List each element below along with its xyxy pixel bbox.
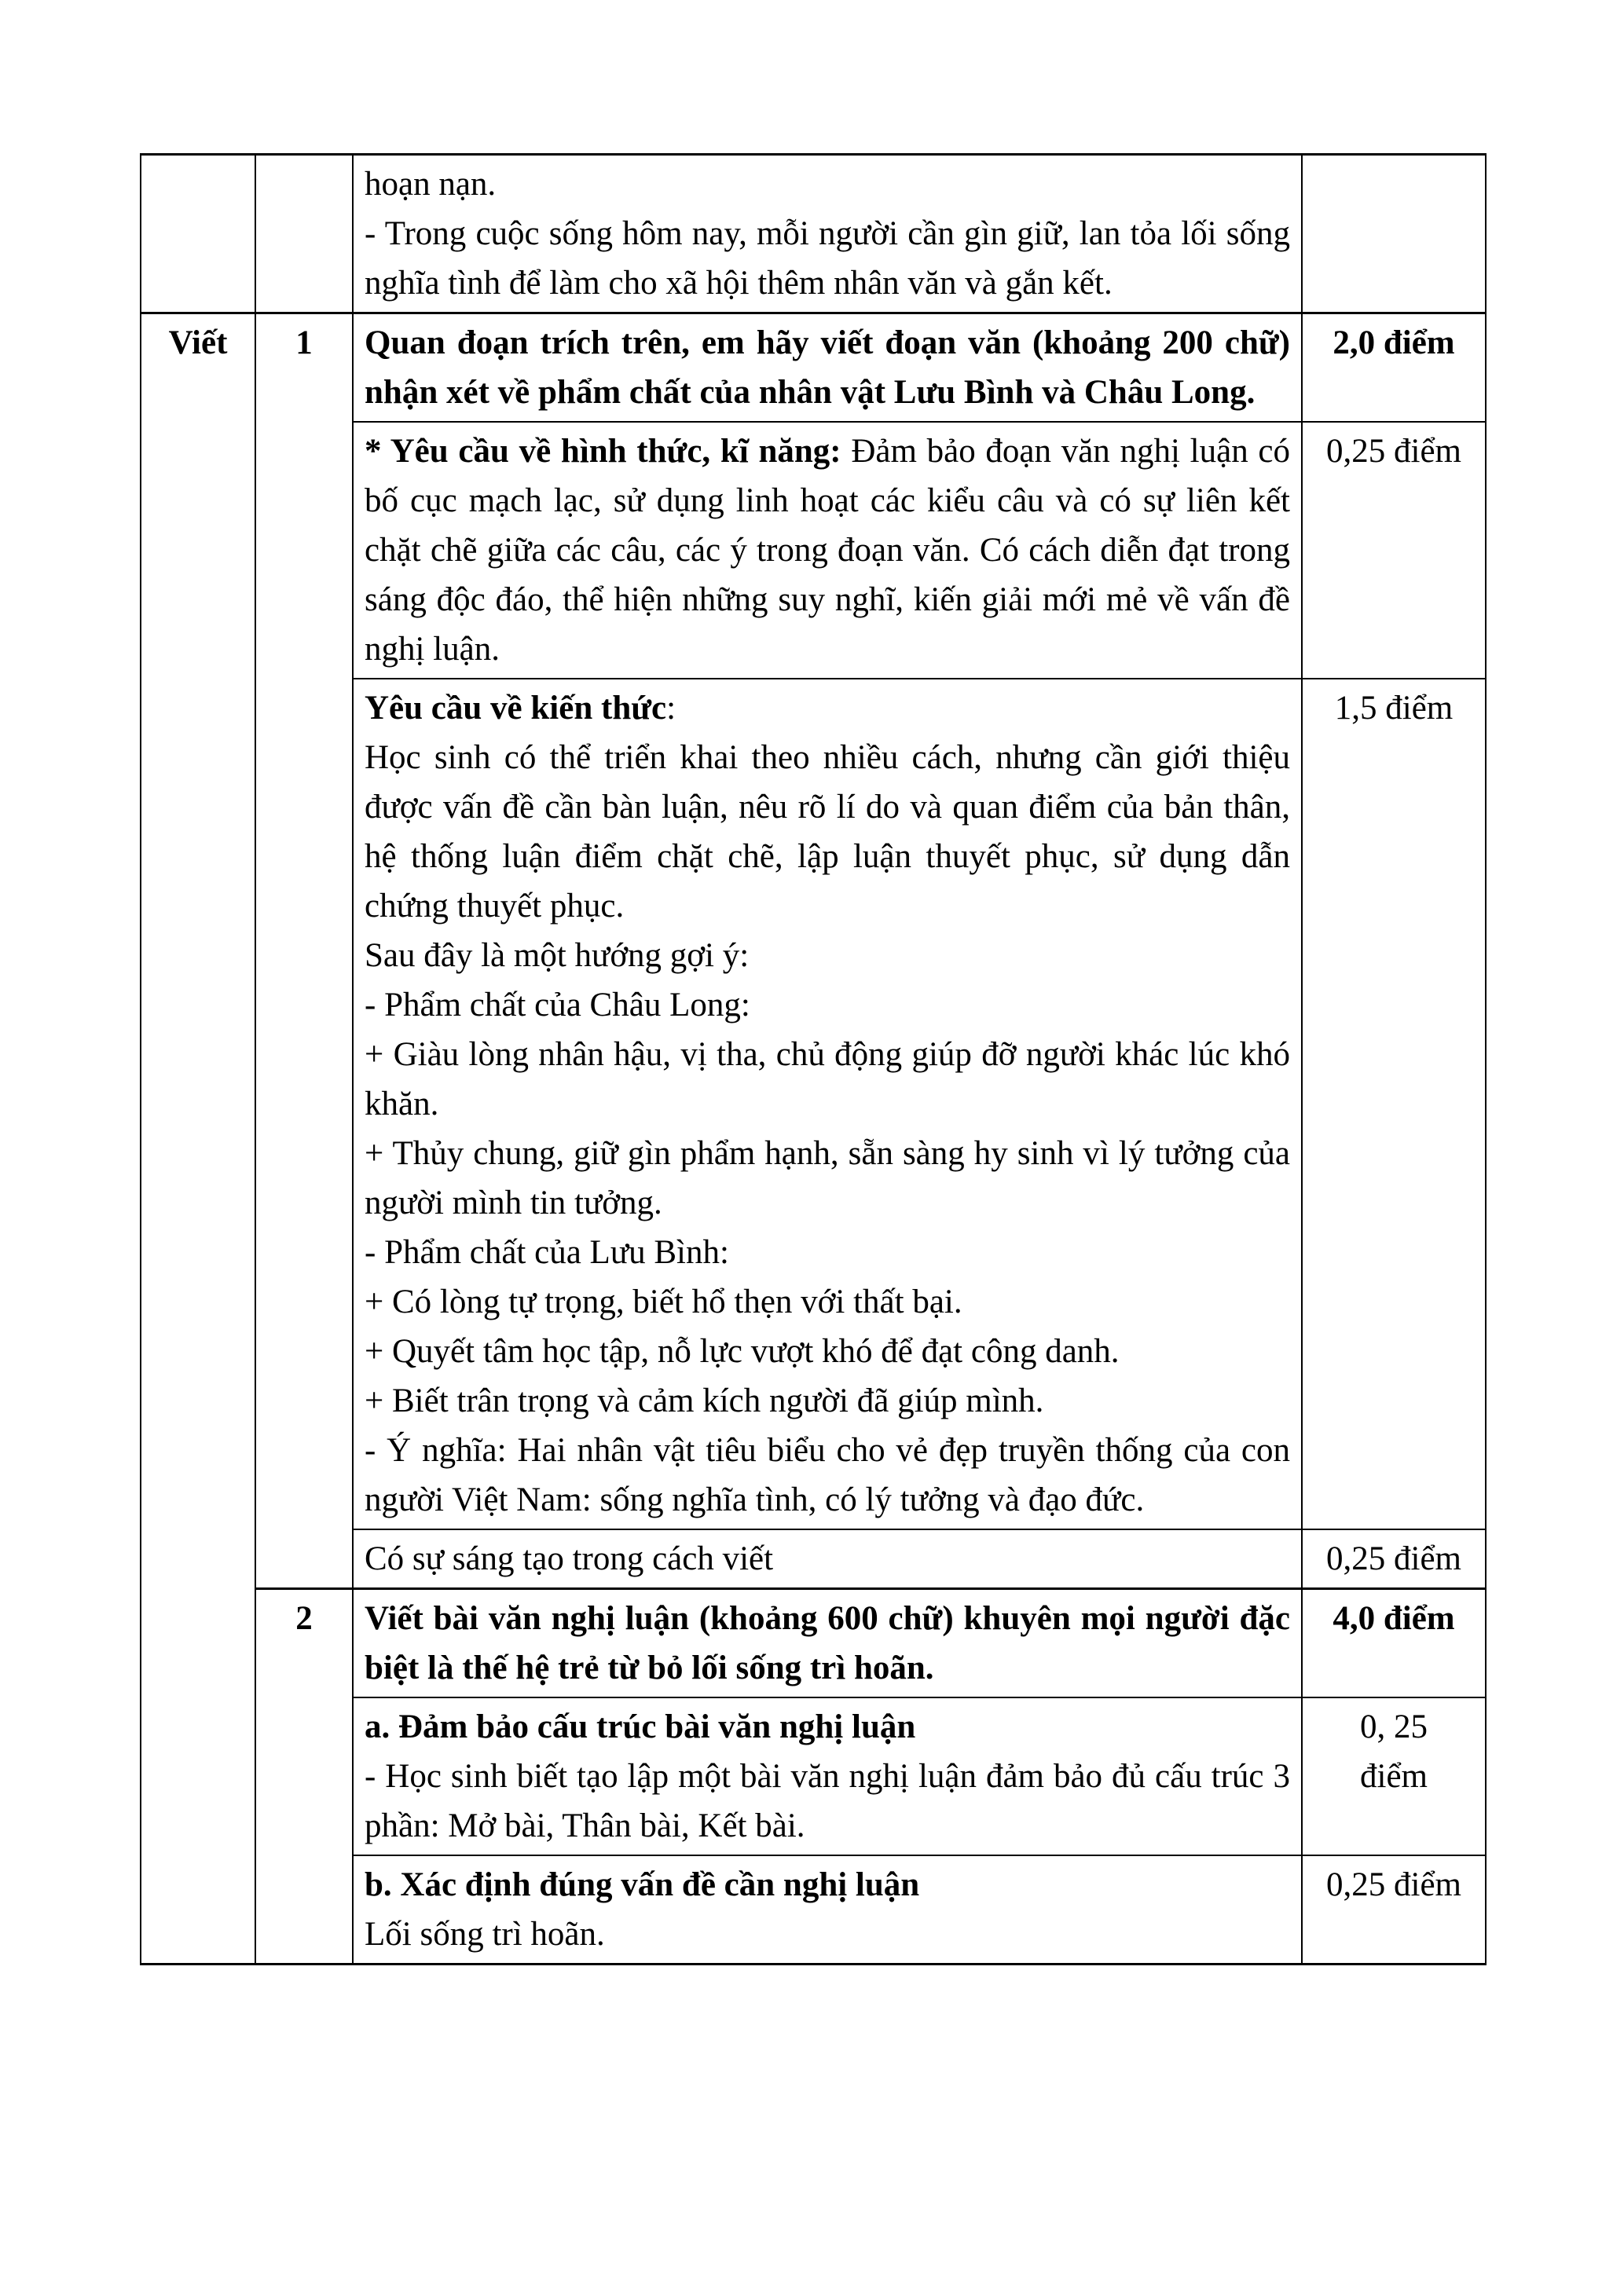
q2-task-text: Viết bài văn nghị luận (khoảng 600 chữ) khuyên mọi người đặc biệt là thế hệ trẻ từ bỏ lối sống trì hoãn. xyxy=(365,1600,1290,1686)
q1-chau-long-point-1: + Giàu lòng nhân hậu, vị tha, chủ động giúp đỡ người khác lúc khó khăn. xyxy=(365,1036,1290,1122)
q2-criterion-b-points: 0,25 điểm xyxy=(1326,1866,1461,1903)
q2-criterion-a-body: - Học sinh biết tạo lập một bài văn nghị luận đảm bảo đủ cấu trúc 3 phần: Mở bài, Thân bài, Kết bài. xyxy=(365,1758,1290,1844)
continuation-content-cell xyxy=(353,155,1302,313)
q1-creativity-text: Có sự sáng tạo trong cách viết xyxy=(365,1540,774,1577)
q2-task-points: 4,0 điểm xyxy=(1333,1600,1455,1637)
q1-knowledge-points-cell xyxy=(1302,679,1486,1529)
q1-form-points-cell xyxy=(1302,422,1486,679)
q1-creativity-points-cell xyxy=(1302,1529,1486,1589)
section-label: Viết xyxy=(168,324,228,361)
q2-number: 2 xyxy=(295,1600,313,1637)
q1-knowledge-cell xyxy=(353,679,1302,1529)
q1-task-points-cell xyxy=(1302,313,1486,423)
q1-meaning: - Ý nghĩa: Hai nhân vật tiêu biểu cho vẻ đẹp truyền thống của con người Việt Nam: sống nghĩa tình, có lý tưởng và đạo đức. xyxy=(365,1432,1290,1518)
q2-criterion-b-body: Lối sống trì hoãn. xyxy=(365,1916,605,1953)
q1-task-text: Quan đoạn trích trên, em hãy viết đoạn văn (khoảng 200 chữ) nhận xét về phẩm chất của nhân vật Lưu Bình và Châu Long. xyxy=(365,324,1290,411)
continuation-line-1: hoạn nạn. xyxy=(365,166,497,203)
q1-knowledge-colon: : xyxy=(666,690,676,727)
q1-luu-binh-heading: - Phẩm chất của Lưu Bình: xyxy=(365,1234,729,1271)
q1-form-body: Đảm bảo đoạn văn nghị luận có bố cục mạch lạc, sử dụng linh hoạt các kiểu câu và có sự liên kết chặt chẽ giữa các câu, các ý trong đoạn văn. Có cách diễn đạt trong sáng độc đáo, thể hiện những suy nghĩ, kiến giải mới mẻ về vấn đề nghị luận. xyxy=(365,433,1290,668)
q1-form-cell xyxy=(353,422,1302,679)
q2-criterion-b-points-cell xyxy=(1302,1855,1486,1965)
q1-task-row xyxy=(141,313,1486,423)
q1-chau-long-point-2: + Thủy chung, giữ gìn phẩm hạnh, sẵn sàng hy sinh vì lý tưởng của người mình tin tưởng. xyxy=(365,1135,1290,1221)
section-cell-viet xyxy=(141,313,255,1965)
q2-number-cell xyxy=(255,1589,353,1965)
q1-creativity-cell xyxy=(353,1529,1302,1589)
q2-task-cell xyxy=(353,1589,1302,1698)
q1-number-cell xyxy=(255,313,353,1589)
q1-luu-binh-point-3: + Biết trân trọng và cảm kích người đã giúp mình. xyxy=(365,1382,1044,1419)
q1-knowledge-hint-intro: Sau đây là một hướng gợi ý: xyxy=(365,937,750,974)
question-number-cell-empty xyxy=(255,155,353,313)
q2-criterion-a-points: 0, 25 điểm xyxy=(1360,1708,1428,1795)
section-cell-empty xyxy=(141,155,255,313)
q1-luu-binh-point-2: + Quyết tâm học tập, nỗ lực vượt khó để đạt công danh. xyxy=(365,1333,1120,1370)
q2-task-row xyxy=(141,1589,1486,1698)
rubric-table xyxy=(140,153,1487,1965)
q1-chau-long-heading: - Phẩm chất của Châu Long: xyxy=(365,987,750,1023)
q1-knowledge-points: 1,5 điểm xyxy=(1334,690,1454,727)
q2-task-points-cell xyxy=(1302,1589,1486,1698)
q1-knowledge-intro: Học sinh có thể triển khai theo nhiều cách, nhưng cần giới thiệu được vấn đề cần bàn luận, nêu rõ lí do và quan điểm của bản thân, hệ thống luận điểm chặt chẽ, lập luận thuyết phục, sử dụng dẫn chứng thuyết phục. xyxy=(365,739,1290,925)
q1-task-cell xyxy=(353,313,1302,423)
q1-luu-binh-point-1: + Có lòng tự trọng, biết hổ thẹn với thất bại. xyxy=(365,1283,962,1320)
q1-form-points: 0,25 điểm xyxy=(1326,433,1461,470)
continuation-row xyxy=(141,155,1486,313)
q1-creativity-points: 0,25 điểm xyxy=(1326,1540,1461,1577)
q1-task-points: 2,0 điểm xyxy=(1333,324,1455,361)
q1-knowledge-label: Yêu cầu về kiến thức xyxy=(365,690,667,727)
q2-criterion-b-cell xyxy=(353,1855,1302,1965)
q2-criterion-b-label: b. Xác định đúng vấn đề cần nghị luận xyxy=(365,1866,920,1903)
q2-criterion-a-label: a. Đảm bảo cấu trúc bài văn nghị luận xyxy=(365,1708,916,1745)
q2-criterion-a-cell xyxy=(353,1697,1302,1855)
points-cell-empty xyxy=(1302,155,1486,313)
q1-form-label: * Yêu cầu về hình thức, kĩ năng: xyxy=(365,433,841,470)
continuation-line-2: - Trong cuộc sống hôm nay, mỗi người cần gìn giữ, lan tỏa lối sống nghĩa tình để làm cho xã hội thêm nhân văn và gắn kết. xyxy=(365,215,1290,302)
q1-number: 1 xyxy=(295,324,313,361)
q2-criterion-a-points-cell xyxy=(1302,1697,1486,1855)
